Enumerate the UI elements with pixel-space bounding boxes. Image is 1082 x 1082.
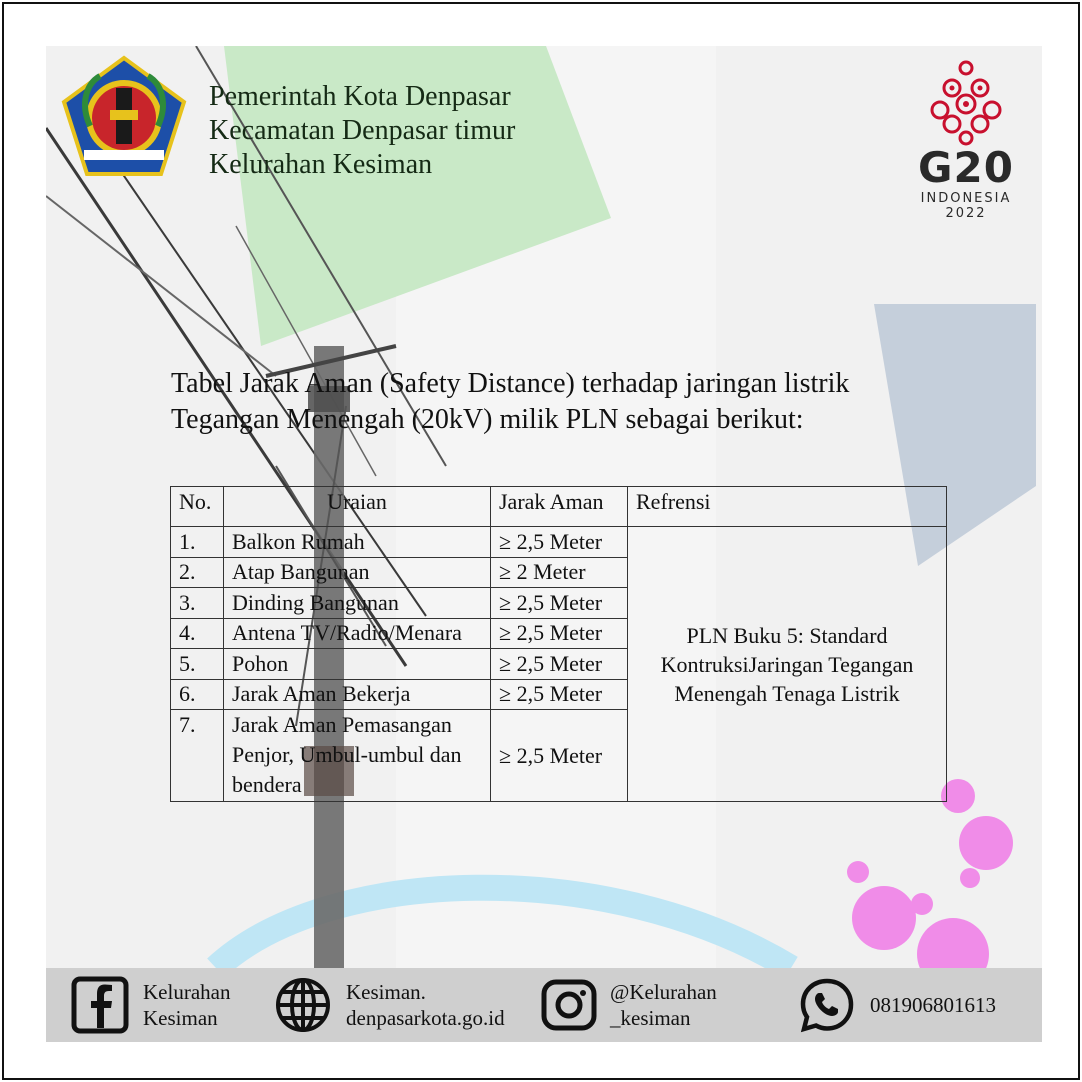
page-title: [171, 366, 849, 438]
header-jarak-aman: Jarak Aman: [491, 487, 628, 527]
website-line-1: Kesiman.: [346, 980, 426, 1004]
whatsapp-icon: [798, 976, 856, 1034]
row-uraian-line-1: Jarak Aman Pemasangan: [232, 712, 452, 737]
facebook-link[interactable]: [71, 968, 230, 1042]
g20-kawung-motif-icon: [906, 58, 1026, 148]
row-jarak: ≥ 2,5 Meter: [491, 527, 628, 558]
row-uraian: Pohon: [224, 649, 491, 680]
row-no: 5.: [171, 649, 224, 680]
row-no: 6.: [171, 679, 224, 710]
table-header-row: [171, 487, 947, 527]
row-uraian-line-3: bendera: [232, 772, 302, 797]
row-uraian: Dinding Bangunan: [224, 588, 491, 619]
facebook-text: [143, 979, 230, 1031]
row-jarak: ≥ 2,5 Meter: [491, 679, 628, 710]
header-no: No.: [171, 487, 224, 527]
poster: [46, 46, 1042, 1042]
g20-country: INDONESIA: [920, 191, 1012, 206]
reference-line-3: Menengah Tenaga Listrik: [674, 680, 900, 706]
safety-distance-table: [170, 486, 947, 802]
facebook-line-2: Kesiman: [143, 1006, 218, 1030]
globe-icon: [274, 976, 332, 1034]
instagram-icon: [540, 976, 598, 1034]
row-jarak: ≥ 2,5 Meter: [491, 710, 628, 802]
row-uraian: Balkon Rumah: [224, 527, 491, 558]
row-uraian-multiline: [224, 710, 491, 802]
row-jarak: ≥ 2 Meter: [491, 557, 628, 588]
whatsapp-link[interactable]: [798, 968, 996, 1042]
row-uraian: Atap Bangunan: [224, 557, 491, 588]
row-no: 7.: [171, 710, 224, 802]
website-line-2: denpasarkota.go.id: [346, 1006, 505, 1030]
header-uraian: Uraian: [224, 487, 491, 527]
header-line-3: Kelurahan Kesiman: [209, 149, 433, 180]
row-no: 2.: [171, 557, 224, 588]
row-uraian: Antena TV/Radio/Menara: [224, 618, 491, 649]
row-no: 4.: [171, 618, 224, 649]
whatsapp-number: 081906801613: [870, 993, 996, 1017]
reference-line-2: KontruksiJaringan Tegangan: [660, 651, 914, 677]
row-uraian: Jarak Aman Bekerja: [224, 679, 491, 710]
g20-year: 2022: [945, 206, 987, 221]
row-no: 3.: [171, 588, 224, 619]
instagram-line-2: _kesiman: [610, 1006, 691, 1030]
page-frame: [2, 2, 1080, 1080]
instagram-link[interactable]: [540, 968, 717, 1042]
row-uraian-line-2: Penjor, Umbul-umbul dan: [232, 742, 462, 767]
title-line-1: Tabel Jarak Aman (Safety Distance) terhadap jaringan listrik: [171, 368, 850, 399]
header-refrensi: Refrensi: [628, 487, 947, 527]
g20-indonesia-logo: [906, 58, 1026, 221]
g20-mark: G20: [918, 143, 1014, 192]
header-line-2: Kecamatan Denpasar timur: [209, 115, 516, 146]
reference-cell: [628, 527, 947, 802]
table-row: [171, 527, 947, 558]
header-line-1: Pemerintah Kota Denpasar: [209, 81, 511, 112]
denpasar-emblem-logo: [60, 54, 188, 182]
facebook-line-1: Kelurahan: [143, 980, 231, 1004]
title-line-2: Tegangan Menengah (20kV) milik PLN sebagai berikut:: [171, 404, 804, 435]
instagram-text: [610, 979, 717, 1031]
footer-contacts: [46, 968, 1042, 1042]
website-link[interactable]: [274, 968, 505, 1042]
header-text: [209, 80, 515, 182]
instagram-line-1: @Kelurahan: [610, 980, 717, 1004]
row-no: 1.: [171, 527, 224, 558]
reference-line-1: PLN Buku 5: Standard: [686, 622, 888, 648]
row-jarak: ≥ 2,5 Meter: [491, 588, 628, 619]
facebook-icon: [71, 976, 129, 1034]
row-jarak: ≥ 2,5 Meter: [491, 649, 628, 680]
row-jarak: ≥ 2,5 Meter: [491, 618, 628, 649]
website-text: [346, 979, 505, 1031]
